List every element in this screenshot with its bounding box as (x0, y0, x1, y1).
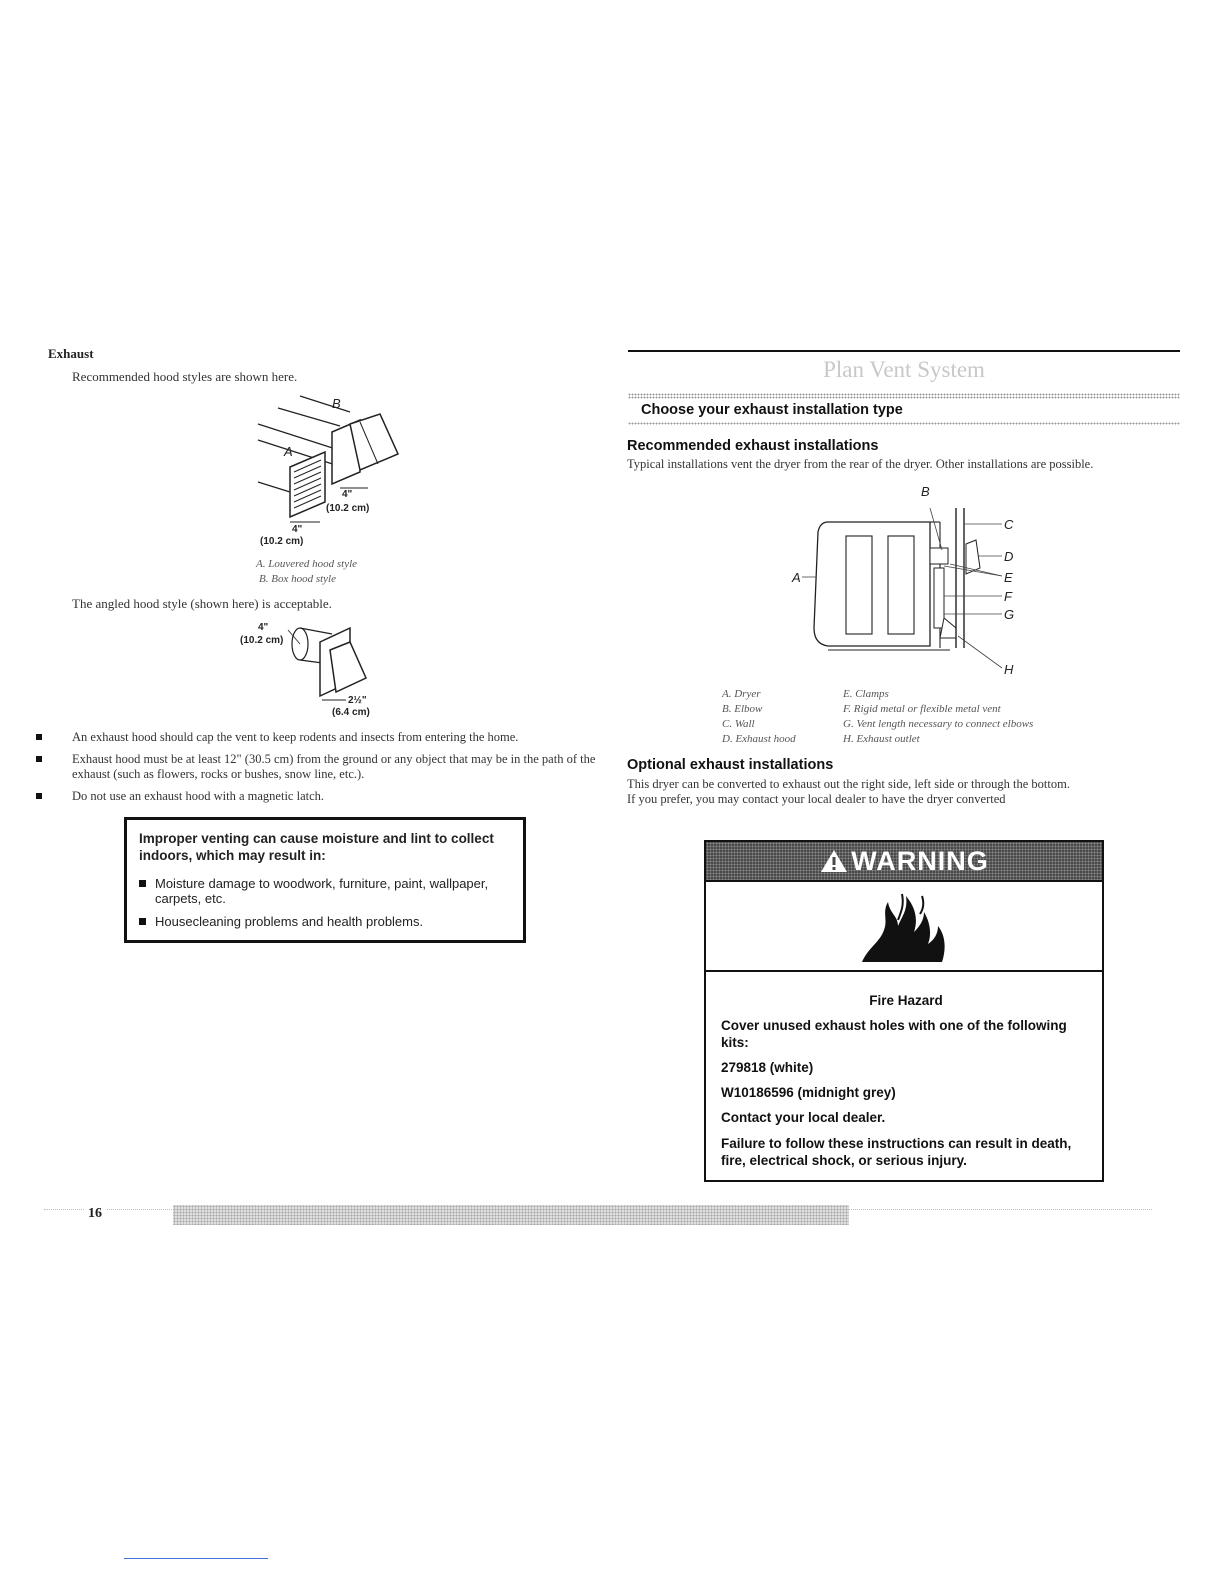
improper-venting-box (124, 817, 526, 943)
legend-item: G. Vent length necessary to connect elbows (843, 718, 1034, 730)
list-item: An exhaust hood should cap the vent to keep rodents and insects from entering the home. (36, 730, 606, 745)
caption-louvered-hood: A. Louvered hood style (256, 558, 358, 570)
diagram-label-a: A (792, 570, 801, 585)
optional-installations-heading: Optional exhaust installations (627, 757, 834, 773)
diagram-label-f: F (1004, 589, 1012, 604)
fire-pictogram-panel (706, 880, 1102, 972)
bottom-link-underline (124, 1558, 268, 1559)
warning-kit-white: 279818 (white) (721, 1060, 814, 1075)
subtitle-divider (628, 422, 1180, 425)
hood-styles-figure (250, 392, 410, 552)
recommended-installations-heading: Recommended exhaust installations (627, 438, 879, 454)
warning-triangle-icon (819, 848, 849, 874)
fire-hazard-title: Fire Hazard (869, 993, 943, 1008)
angled-dim-bottom: 2½" (348, 695, 367, 706)
footer-bar (173, 1205, 849, 1225)
warning-contact: Contact your local dealer. (721, 1110, 886, 1125)
recommended-hoods-text: Recommended hood styles are shown here. (72, 369, 298, 384)
exhaust-hood-requirements-list (36, 730, 606, 811)
angled-dim-bottom-cm: (6.4 cm) (332, 707, 370, 718)
dim-b-cm: (10.2 cm) (326, 503, 370, 514)
warning-label: WARNING (851, 845, 989, 876)
list-item: Moisture damage to woodwork, furniture, paint, wallpaper, carpets, etc. (139, 876, 519, 906)
fire-hazard-warning-box (704, 840, 1104, 1182)
figure-label-a: A (284, 444, 293, 459)
diagram-label-d: D (1004, 549, 1014, 564)
dim-b: 4" (342, 489, 353, 500)
warning-consequence: Failure to follow these instructions can result in death, fire, electrical shock, or serious injury. (721, 1136, 1072, 1168)
list-item: Do not use an exhaust hood with a magnetic latch. (36, 789, 606, 804)
improper-venting-heading: Improper venting can cause moisture and lint to collect indoors, which may result in: (139, 831, 494, 863)
warning-kit-grey: W10186596 (midnight grey) (721, 1085, 896, 1100)
dim-a-cm: (10.2 cm) (260, 536, 304, 547)
list-item: Exhaust hood must be at least 12" (30.5 cm) from the ground or any object that may be in the path of the exhaust (such as flowers, rocks or bushes, snow line, etc.). (36, 752, 606, 782)
legend-item: H. Exhaust outlet (843, 733, 920, 745)
page-title: Plan Vent System (823, 357, 985, 382)
legend-item: F. Rigid metal or flexible metal vent (843, 703, 1001, 715)
diagram-label-h: H (1004, 662, 1014, 677)
page-number: 16 (84, 1206, 106, 1222)
dim-a: 4" (292, 524, 303, 535)
fire-icon (858, 890, 958, 966)
angled-dim-top-cm: (10.2 cm) (240, 635, 284, 646)
legend-item: A. Dryer (722, 688, 761, 700)
angled-hood-figure (236, 620, 386, 720)
title-divider (628, 393, 1180, 399)
optional-installations-text: If you prefer, you may contact your local dealer to have the dryer converted (627, 792, 1006, 806)
legend-item: C. Wall (722, 718, 755, 730)
recommended-installations-text: Typical installations vent the dryer from the rear of the dryer. Other installations are possible. (627, 457, 1094, 471)
section-heading-exhaust: Exhaust (48, 346, 94, 361)
diagram-label-c: C (1004, 517, 1014, 532)
legend-item: B. Elbow (722, 703, 763, 715)
caption-box-hood: B. Box hood style (259, 573, 336, 585)
diagram-label-e: E (1004, 570, 1013, 585)
angled-dim-top: 4" (258, 622, 269, 633)
list-item: Housecleaning problems and health problems. (139, 914, 519, 929)
section-top-rule (628, 350, 1180, 352)
diagram-label-g: G (1004, 607, 1015, 622)
warning-instruction: Cover unused exhaust holes with one of the following kits: (721, 1018, 1067, 1050)
subsection-title: Choose your exhaust installation type (641, 402, 903, 418)
optional-installations-text: This dryer can be converted to exhaust out the right side, left side or through the bottom. (627, 777, 1070, 791)
legend-item: E. Clamps (843, 688, 889, 700)
angled-hood-text: The angled hood style (shown here) is acceptable. (72, 596, 332, 611)
diagram-label-b: B (921, 484, 930, 499)
dryer-vent-diagram (780, 478, 1030, 678)
warning-header (706, 842, 1102, 880)
legend-item: D. Exhaust hood (722, 733, 796, 745)
figure-label-b: B (332, 396, 341, 411)
